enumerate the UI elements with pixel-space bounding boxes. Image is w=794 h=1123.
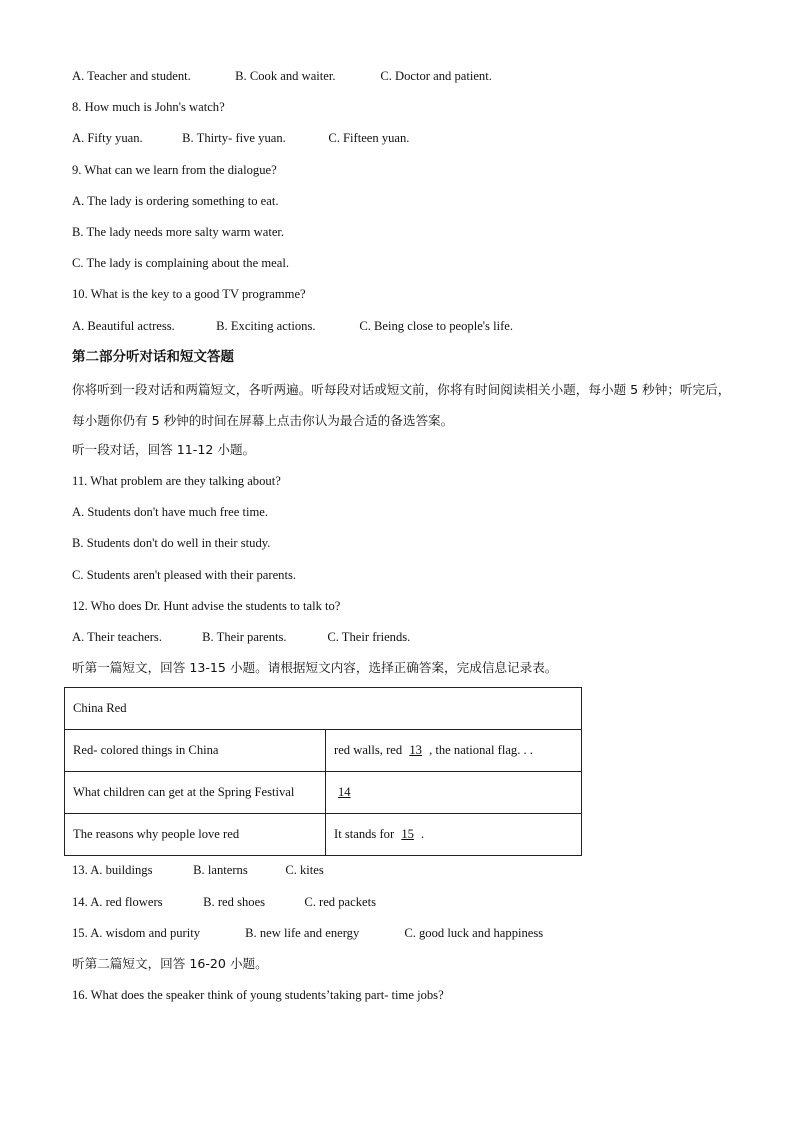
q12-options [72,623,732,654]
table-row-label: Red- colored things in China [65,730,326,772]
q11-option-a: A. Students don't have much free time. [72,505,269,520]
q13-option-c: C. kites [285,863,324,878]
q10-question: 10. What is the key to a good TV programme? [72,287,306,302]
q14-options [72,888,732,919]
exam-page [72,62,732,1012]
section2-instruction: 你将听到一段对话和两篇短文，各听两遍。听每段对话或短文前，你将有时间阅读相关小题，每小题 5 秒钟；听完后，每小题你仍有 5 秒钟的时间在屏幕上点击你认为最合适的备选答案。 [72,381,731,428]
q11-option-c: C. Students aren't pleased with their parents. [72,567,297,582]
q10-option-a: A. Beautiful actress. [72,318,175,333]
q15-option-c: C. good luck and happiness [404,925,544,940]
q10-option-c: C. Being close to people's life. [359,318,514,333]
table-row-value [326,772,582,814]
q15-options [72,919,732,950]
q8-options [72,124,732,155]
q8-question: 8. How much is John's watch? [72,100,225,115]
passage2-intro: 听第二篇短文，回答 16-20 小题。 [72,955,268,971]
q12-question: 12. Who does Dr. Hunt advise the students to talk to? [72,598,341,613]
value-text-before: It stands for [334,827,398,842]
q13-option-a: 13. A. buildings [72,863,153,878]
table-row [65,772,582,814]
q15-option-a: 15. A. wisdom and purity [72,925,201,940]
q13-option-b: B. lanterns [193,863,248,878]
table-title: China Red [65,688,582,730]
passage1-intro: 听第一篇短文，回答 13-15 小题。请根据短文内容，选择正确答案，完成信息记录表。 [72,660,558,676]
q10-option-b: B. Exciting actions. [216,318,316,333]
q7-option-a: A. Teacher and student. [72,69,191,83]
table-row-label: The reasons why people love red [65,814,326,856]
q8-option-b: B. Thirty- five yuan. [182,131,286,146]
q16-question: 16. What does the speaker think of young students’taking part- time jobs? [72,988,444,1003]
q14-option-b: B. red shoes [203,894,266,909]
q10-options [72,312,732,343]
q13-options [72,856,732,887]
q7-option-c: C. Doctor and patient. [380,69,492,83]
section2-heading: 第二部分听对话和短文答题 [72,348,234,365]
blank-15: 15 [401,827,414,842]
q14-option-c: C. red packets [304,894,377,909]
blank-13: 13 [409,743,422,758]
value-text-after: , the national flag. . . [425,743,533,758]
q12-option-c: C. Their friends. [327,630,411,644]
q11-question: 11. What problem are they talking about? [72,474,281,489]
blank-14: 14 [338,785,351,800]
q12-option-b: B. Their parents. [202,630,287,644]
q12-option-a: A. Their teachers. [72,630,162,644]
table-row [65,730,582,772]
table-row-value [326,814,582,856]
dialogue-intro: 听一段对话，回答 11-12 小题。 [72,441,256,457]
q7-options [72,62,732,93]
value-text-after: . [417,827,425,842]
value-text-before: red walls, red [334,743,406,758]
table-row-value [326,730,582,772]
q9-option-b: B. The lady needs more salty warm water. [72,224,285,239]
q7-option-b: B. Cook and waiter. [235,69,336,83]
q8-option-c: C. Fifteen yuan. [328,131,410,146]
q11-option-b: B. Students don't do well in their study. [72,536,271,551]
q14-option-a: 14. A. red flowers [72,894,163,909]
table-title-row [65,688,582,730]
q9-option-c: C. The lady is complaining about the meal. [72,256,289,271]
q8-option-a: A. Fifty yuan. [72,131,143,146]
info-table [64,687,582,856]
q9-question: 9. What can we learn from the dialogue? [72,162,277,177]
q9-option-a: A. The lady is ordering something to eat. [72,193,279,208]
table-row-label: What children can get at the Spring Festival [65,772,326,814]
table-row [65,814,582,856]
q15-option-b: B. new life and energy [245,925,360,940]
